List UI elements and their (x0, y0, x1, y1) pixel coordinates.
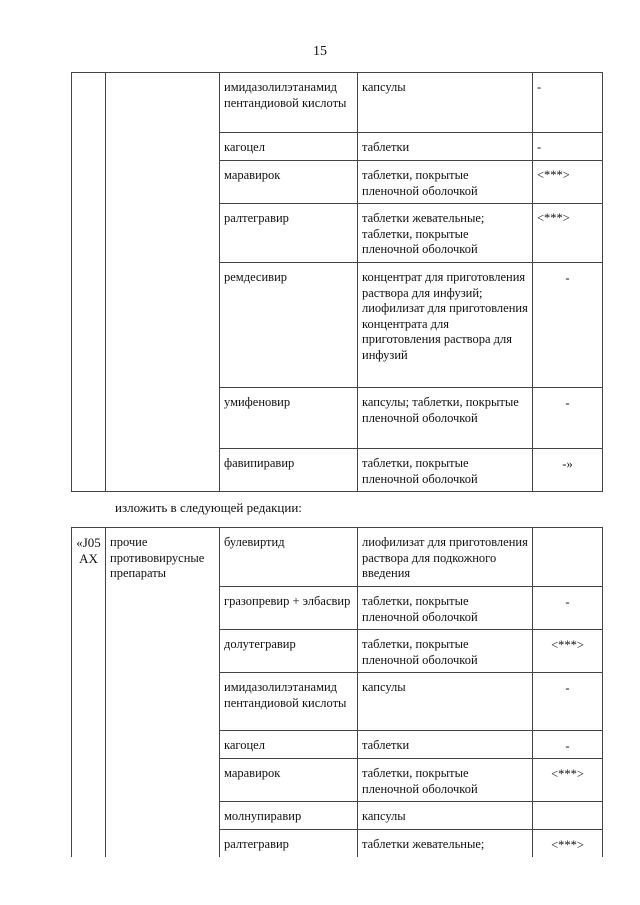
note-mark (533, 802, 603, 830)
note-mark: -» (533, 449, 603, 492)
drug-table-old (71, 72, 603, 492)
page-number: 15 (313, 44, 327, 59)
dosage-form: таблетки (358, 133, 533, 161)
dosage-form: таблетки жевательные; (358, 830, 533, 857)
drug-name: умифеновир (220, 388, 358, 449)
note-mark: - (533, 388, 603, 449)
group-name: прочие противовирусные препараты (106, 528, 220, 857)
drug-name: молнупиравир (220, 802, 358, 830)
dosage-form: таблетки, покрытые пленочной оболочкой (358, 630, 533, 673)
drug-name: маравирок (220, 161, 358, 204)
note-mark: <***> (533, 759, 603, 802)
drug-name: имидазолилэтанамид пентандиовой кислоты (220, 73, 358, 133)
drug-name: маравирок (220, 759, 358, 802)
dosage-form: капсулы (358, 73, 533, 133)
note-mark: <***> (533, 830, 603, 857)
dosage-form: капсулы; таблетки, покрытые пленочной оболочкой (358, 388, 533, 449)
dosage-form: таблетки, покрытые пленочной оболочкой (358, 587, 533, 630)
drug-name: гразопревир + элбасвир (220, 587, 358, 630)
dosage-form: таблетки (358, 731, 533, 759)
drug-table-old-body (72, 73, 603, 492)
drug-name: булевиртид (220, 528, 358, 587)
note-mark: <***> (533, 161, 603, 204)
dosage-form: таблетки, покрытые пленочной оболочкой (358, 449, 533, 492)
drug-table-new-body (72, 528, 603, 857)
atc-code-cell (72, 73, 106, 492)
drug-name: ралтегравир (220, 204, 358, 263)
dosage-form: таблетки жевательные; таблетки, покрытые пленочной оболочкой (358, 204, 533, 263)
drug-name: ралтегравир (220, 830, 358, 857)
note-mark: <***> (533, 204, 603, 263)
note-mark: - (533, 587, 603, 630)
drug-name: кагоцел (220, 133, 358, 161)
drug-name: фавипиравир (220, 449, 358, 492)
atc-code: «J05 AX (72, 528, 106, 857)
group-cell (106, 73, 220, 492)
note-mark: - (533, 73, 603, 133)
dosage-form: капсулы (358, 673, 533, 731)
drug-name: имидазолилэтанамид пентандиовой кислоты (220, 673, 358, 731)
dosage-form: лиофилизат для приготовления раствора для подкожного введения (358, 528, 533, 587)
note-mark: <***> (533, 630, 603, 673)
dosage-form: капсулы (358, 802, 533, 830)
amendment-instruction: изложить в следующей редакции: (115, 500, 302, 515)
note-mark: - (533, 263, 603, 388)
dosage-form: концентрат для приготовления раствора для инфузий; лиофилизат для приготовления концентрата для приготовления раствора для инфузий (358, 263, 533, 388)
note-mark (533, 528, 603, 587)
drug-name: долутегравир (220, 630, 358, 673)
drug-name: кагоцел (220, 731, 358, 759)
dosage-form: таблетки, покрытые пленочной оболочкой (358, 161, 533, 204)
table-row (72, 528, 603, 587)
note-mark: - (533, 133, 603, 161)
table-row (72, 73, 603, 133)
drug-table-new (71, 527, 603, 857)
drug-name: ремдесивир (220, 263, 358, 388)
note-mark: - (533, 731, 603, 759)
dosage-form: таблетки, покрытые пленочной оболочкой (358, 759, 533, 802)
note-mark: - (533, 673, 603, 731)
